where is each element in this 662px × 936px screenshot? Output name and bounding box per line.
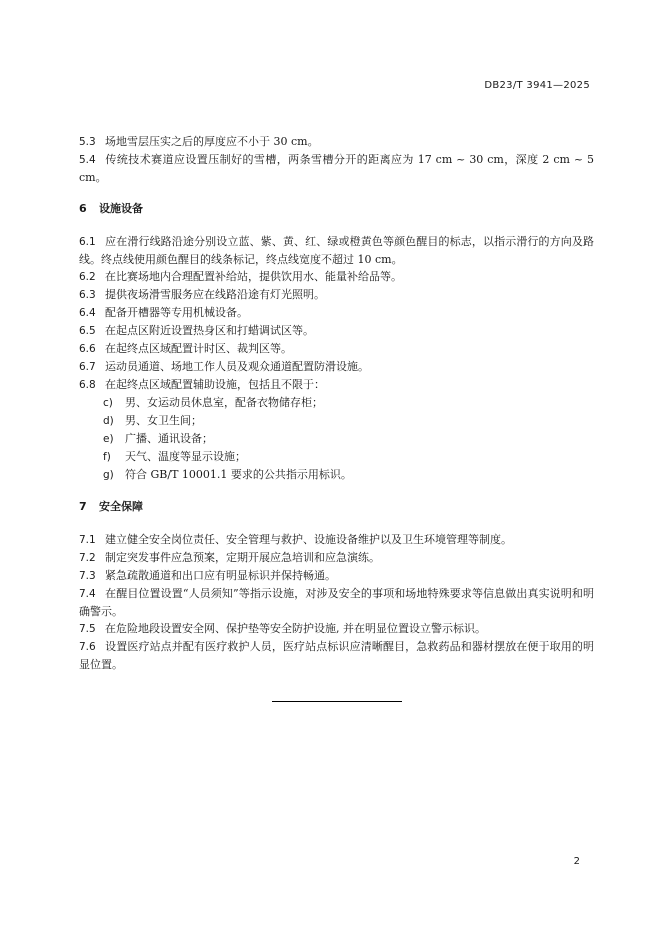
clause-text: 在醒目位置设置“人员须知”等指示设施，对涉及安全的事项和场地特殊要求等信息做出真实说明和明确警示。	[79, 587, 594, 618]
list-letter: f)	[103, 451, 111, 463]
clause-number: 7.3	[79, 570, 96, 582]
clause-7-3	[79, 567, 594, 585]
clause-7-1	[79, 531, 594, 549]
clause-number: 6.6	[79, 343, 96, 355]
section-number: 7	[79, 500, 87, 513]
clause-text: 提供夜场滑雪服务应在线路沿途有灯光照明。	[105, 288, 325, 301]
clause-6-3	[79, 286, 594, 304]
clause-number: 7.6	[79, 641, 96, 653]
list-letter: g)	[103, 469, 114, 481]
clause-number: 6.7	[79, 361, 96, 373]
clause-number: 6.5	[79, 325, 96, 337]
list-text: 符合 GB/T 10001.1 要求的公共指示用标识。	[125, 468, 352, 481]
list-text: 男、女卫生间；	[125, 414, 202, 427]
clause-number: 7.1	[79, 534, 96, 546]
clause-7-5	[79, 620, 594, 638]
clause-text: 运动员通道、场地工作人员及观众通道配置防滑设施。	[105, 360, 369, 373]
clause-number: 5.3	[79, 136, 96, 148]
clause-number: 6.8	[79, 379, 96, 391]
clause-6-4	[79, 304, 594, 322]
clause-6-5	[79, 322, 594, 340]
clause-text: 在起终点区域配置计时区、裁判区等。	[105, 342, 292, 355]
list-letter: c)	[103, 397, 113, 409]
clause-6-1	[79, 233, 594, 268]
list-letter: d)	[103, 415, 114, 427]
standard-code: DB23/T 3941—2025	[484, 80, 590, 91]
clause-number: 6.2	[79, 271, 96, 283]
section-title: 安全保障	[99, 500, 143, 513]
clause-number: 6.1	[79, 236, 96, 248]
clause-7-4	[79, 585, 594, 620]
clause-text: 设置医疗站点并配有医疗救护人员，医疗站点标识应清晰醒目，急救药品和器材摆放在便于取用的明显位置。	[79, 640, 594, 671]
clause-text: 紧急疏散通道和出口应有明显标识并保持畅通。	[105, 569, 336, 582]
clause-6-2	[79, 268, 594, 286]
end-of-document-rule	[272, 701, 402, 702]
section-heading-6	[79, 200, 594, 217]
section-number: 6	[79, 202, 87, 215]
section-heading-7	[79, 498, 594, 515]
list-text: 男、女运动员休息室，配备衣物储存柜；	[125, 396, 323, 409]
list-letter: e)	[103, 433, 114, 445]
list-item-e	[79, 430, 594, 448]
clause-number: 5.4	[79, 154, 96, 166]
clause-text: 场地雪层压实之后的厚度应不小于 30 cm。	[105, 135, 319, 148]
clause-number: 6.4	[79, 307, 96, 319]
page-number: 2	[573, 856, 580, 867]
clause-5-3	[79, 133, 594, 151]
list-item-d	[79, 412, 594, 430]
list-item-c	[79, 394, 594, 412]
clause-number: 7.2	[79, 552, 96, 564]
clause-number: 7.5	[79, 623, 96, 635]
list-text: 天气、温度等显示设施；	[125, 450, 246, 463]
clause-text: 传统技术赛道应设置压制好的雪槽，两条雪槽分开的距离应为 17 cm ~ 30 cm，深度 2 cm ~ 5 cm。	[79, 153, 594, 184]
clause-text: 在比赛场地内合理配置补给站，提供饮用水、能量补给品等。	[105, 270, 402, 283]
clause-5-4	[79, 151, 594, 186]
clause-text: 建立健全安全岗位责任、安全管理与救护、设施设备维护以及卫生环境管理等制度。	[105, 533, 512, 546]
clause-6-7	[79, 358, 594, 376]
clause-text: 在起终点区域配置辅助设施，包括且不限于：	[105, 378, 325, 391]
clause-text: 制定突发事件应急预案，定期开展应急培训和应急演练。	[105, 551, 380, 564]
list-item-g	[79, 466, 594, 484]
clause-7-6	[79, 638, 594, 673]
clause-text: 在起点区附近设置热身区和打蜡调试区等。	[105, 324, 314, 337]
clause-text: 在危险地段设置安全网、保护垫等安全防护设施, 并在明显位置设立警示标识。	[105, 622, 486, 635]
list-item-f	[79, 448, 594, 466]
list-text: 广播、通讯设备；	[125, 432, 213, 445]
clause-6-6	[79, 340, 594, 358]
clause-number: 7.4	[79, 588, 96, 600]
clause-7-2	[79, 549, 594, 567]
clause-6-8	[79, 376, 594, 394]
clause-number: 6.3	[79, 289, 96, 301]
section-title: 设施设备	[99, 202, 143, 215]
clause-text: 应在滑行线路沿途分别设立蓝、紫、黄、红、绿或橙黄色等颜色醒目的标志，以指示滑行的方向及路线。终点线使用颜色醒目的线条标记，终点线宽度不超过 10 cm。	[79, 235, 594, 266]
document-body	[79, 133, 594, 673]
clause-text: 配备开槽器等专用机械设备。	[105, 306, 248, 319]
